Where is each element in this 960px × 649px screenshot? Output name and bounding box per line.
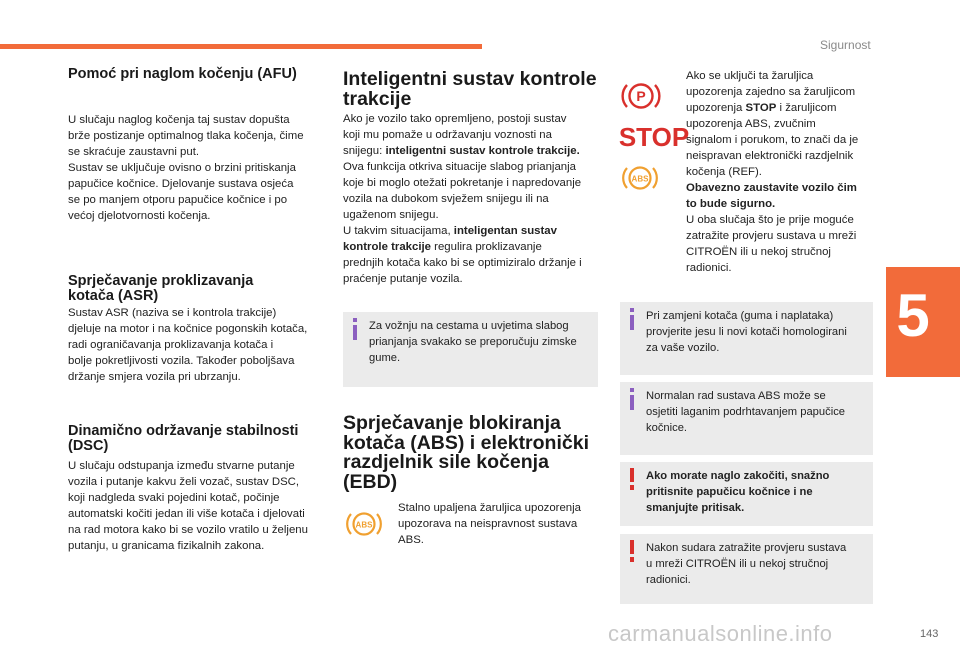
dsc-line: vozila i putanje kakvu želi vozač, sustav DSC, xyxy=(68,476,300,488)
traction-line: Ako je vozilo tako opremljeno, postoji sustav xyxy=(343,113,567,125)
afu-line: se skraćuje zaustavni put. xyxy=(68,146,200,158)
collision-warning: Nakon sudara zatražite provjeru sustava u mreži CITROËN ili u nekoj stručnoj radionici. xyxy=(620,534,873,604)
note-text: Za vožnju na cestama u uvjetima slabog prianjanja svakako se preporučuju zimske gume. xyxy=(369,320,577,364)
svg-text:ABS: ABS xyxy=(631,174,649,184)
traction-title xyxy=(343,70,603,109)
winter-tyres-note xyxy=(343,312,598,387)
dsc-line: na rad motora kako bi se vozilo vratilo u željenu xyxy=(68,524,308,536)
abs-title-line: Sprječavanje blokiranja xyxy=(343,412,561,434)
traction-line: ugaženom snijegu. xyxy=(343,209,439,221)
dsc-title-line: (DSC) xyxy=(68,438,109,455)
svg-text:P: P xyxy=(636,88,646,104)
asr-line: radi ograničavanja proklizavanja kotača i xyxy=(68,339,274,351)
traction-line: snijegu: inteligentni sustav kontrole trakcije. xyxy=(343,145,580,157)
info-icon xyxy=(349,318,361,340)
asr-title-line: Sprječavanje proklizavanja xyxy=(68,273,254,289)
svg-text:ABS: ABS xyxy=(355,520,373,530)
dsc-line: automatski kočiti jedan ili više kotača i djelovati xyxy=(68,508,305,520)
afu-line: papučice kočnice. Djelovanje sustava osjeća xyxy=(68,178,294,190)
dsc-body xyxy=(68,458,343,554)
traction-line: vozila na dubokom svježem snijegu ili na xyxy=(343,193,549,205)
dsc-line: koji nadgleda svaki pojedini kotač, počinje xyxy=(68,492,280,504)
asr-title xyxy=(68,274,338,304)
info-icon xyxy=(626,388,638,410)
wheels-note: Pri zamjeni kotača (guma i naplataka) provjerite jesu li novi kotači homologirani za vaše vozilo. xyxy=(620,302,873,375)
watermark: carmanualsonline.info xyxy=(608,621,833,646)
traction-line: koji mu pomaže u održavanju voznosti na xyxy=(343,129,552,141)
traction-body xyxy=(343,111,608,287)
traction-title-line: trakcije xyxy=(343,87,412,110)
abs-title-line: razdjelnik sile kočenja xyxy=(343,451,549,473)
afu-line: U slučaju naglog kočenja taj sustav dopušta xyxy=(68,114,290,126)
header-accent-bar xyxy=(0,44,482,49)
afu-line: se po manjem otporu papučice kočnice i po xyxy=(68,194,288,206)
dsc-line: putanju, u granicama fizikalnih zakona. xyxy=(68,540,265,552)
abs-warning-lamp-icon xyxy=(346,509,382,539)
exclamation-icon xyxy=(626,468,638,490)
traction-line: kontrole trakcije regulira proklizavanje xyxy=(343,241,542,253)
dsc-title-line: Dinamično održavanje stabilnosti xyxy=(68,423,299,439)
afu-title: Pomoć pri naglom kočenju (AFU) xyxy=(68,66,297,82)
abs-title-line: kotača (ABS) i elektronički xyxy=(343,431,589,454)
abs-lamp-icon xyxy=(622,163,658,193)
parking-brake-lamp-icon xyxy=(622,79,660,113)
afu-line: brže postizanje optimalnog tlaka kočenja, čime xyxy=(68,130,304,142)
warning-lamps-text: Ako se uključi ta žaruljica upozorenja zajedno sa žaruljicom upozorenja STOP i žaruljicom upozorenja ABS, zvučnim signalom i porukom, to znači da je neispravan elektronički razdjelnik kočenja (REF). Obavezno zaustavite vozilo čim to bude sigurno. U oba slučaja što je prije moguće zatražite provjeru sustava u mreži CITROËN ili u nekoj stručnoj radionici. xyxy=(686,70,859,274)
traction-title-line: Inteligentni sustav kontrole xyxy=(343,68,597,90)
exclamation-icon xyxy=(626,540,638,562)
asr-line: djeluje na motor i na kočnice pogonskih kotača, xyxy=(68,323,308,335)
abs-vibration-note: Normalan rad sustava ABS može se osjetiti laganim podrhtavanjem papučice kočnice. xyxy=(620,382,873,455)
chapter-number: 5 xyxy=(896,282,930,349)
abs-title-line: (EBD) xyxy=(343,470,398,493)
afu-line: većoj djelotvornosti kočenja. xyxy=(68,210,211,222)
page-number: 143 xyxy=(920,628,939,640)
traction-line: prednjih kotača kako bi se optimiziralo držanje i xyxy=(343,257,582,269)
asr-line: držanje smjera vozila pri ubrzanju. xyxy=(68,371,241,383)
svg-text:STOP: STOP xyxy=(618,122,690,152)
asr-line: Sustav ASR (naziva se i kontrola trakcije) xyxy=(68,307,277,319)
info-icon xyxy=(626,308,638,330)
afu-line: Sustav se uključuje ovisno o brzini pritiskanja xyxy=(68,162,296,174)
asr-line: bolje pokretljivosti vozila. Također poboljšava xyxy=(68,355,295,367)
section-label: Sigurnost xyxy=(820,38,871,52)
afu-section xyxy=(68,67,328,82)
dsc-line: U slučaju odstupanja između stvarne putanje xyxy=(68,460,295,472)
afu-body xyxy=(68,112,338,224)
asr-title-line: kotača (ASR) xyxy=(68,288,159,305)
stop-lamp-icon xyxy=(618,121,690,152)
abs-title xyxy=(343,414,613,492)
traction-line: U takvim situacijama, inteligentan sustav xyxy=(343,225,557,237)
asr-body xyxy=(68,305,343,385)
hard-brake-warning: Ako morate naglo zakočiti, snažno pritisnite papučicu kočnice i ne smanjujte pritisak. xyxy=(620,462,873,526)
abs-warning-text: Stalno upaljena žaruljica upozorenja upozorava na neispravnost sustava ABS. xyxy=(398,502,582,546)
traction-line: Ova funkcija otkriva situacije slabog prianjanja xyxy=(343,161,576,173)
traction-line: koje bi moglo otežati pokretanje i napredovanje xyxy=(343,177,582,189)
traction-line: praćenje putanje vozila. xyxy=(343,273,463,285)
dsc-title xyxy=(68,424,343,454)
